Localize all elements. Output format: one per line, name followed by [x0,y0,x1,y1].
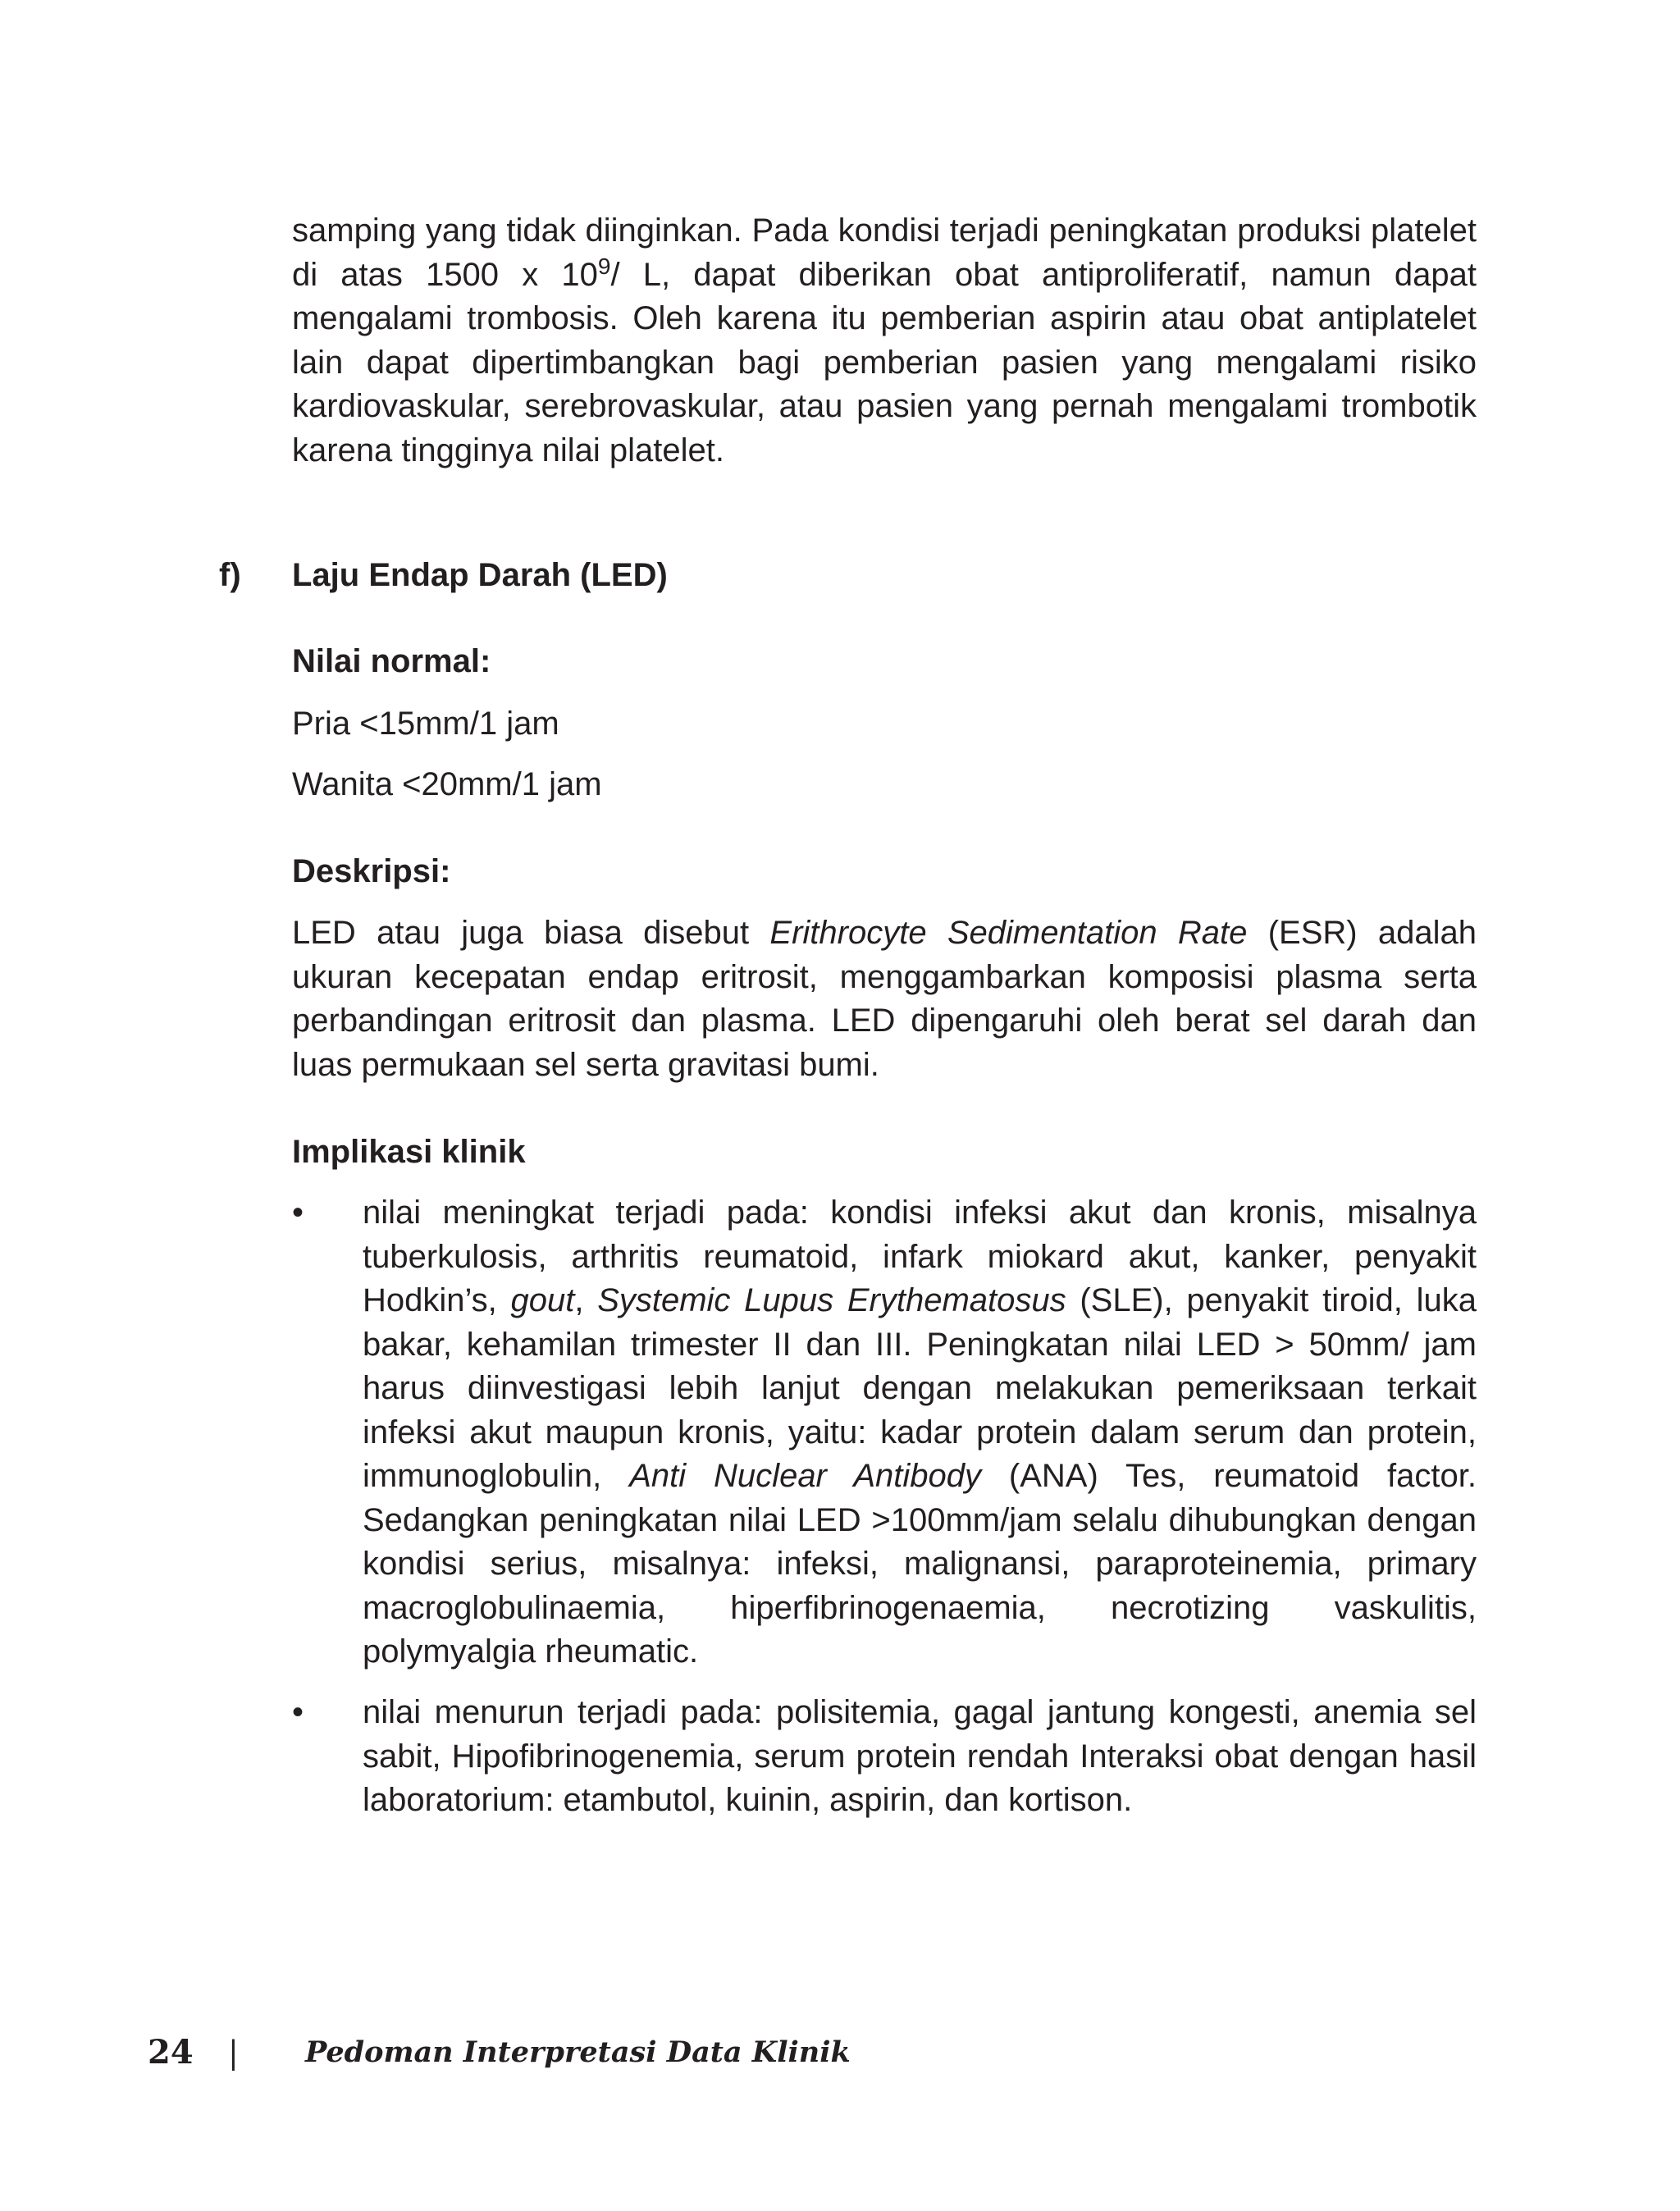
bullet1-text-2: , [574,1282,598,1318]
description-paragraph [292,911,1477,1087]
bullet1-text-4: (ANA) Tes, reumatoid factor. Sedangkan peningkatan nilai LED >100mm/jam selalu dihubungkan dengan kondisi serius, misalnya: infeksi, malignansi, paraproteinemia, primary macroglobulinaemia, hiperfibrinogenaemia, necrotizing vaskulitis, polymyalgia rheumatic. [363,1458,1477,1670]
bullet-marker: • [292,1195,304,1231]
intro-text-part1: samping yang tidak diinginkan. Pada kondisi terjadi peningkatan produksi platelet di atas 1500 x 10 [292,212,1477,293]
section-title: Laju Endap Darah (LED) [292,557,668,593]
normal-values-heading: Nilai normal: [292,643,491,679]
description-text-part1: LED atau juga biasa disebut [292,915,770,951]
intro-superscript: 9 [597,253,611,279]
description-italic-term: Erithrocyte Sedimentation Rate [769,915,1248,951]
section-label: f) [219,557,241,593]
normal-value-male: Pria <15mm/1 jam [292,706,559,742]
normal-value-female: Wanita <20mm/1 jam [292,766,602,802]
bullet1-italic-3: Anti Nuclear Antibody [629,1458,981,1494]
footer-book-title: Pedoman Interpretasi Data Klinik [305,2035,851,2069]
bullet1-italic-2: Systemic Lupus Erythematosus [597,1282,1066,1318]
bullet-marker: • [292,1694,304,1730]
intro-paragraph [292,209,1477,473]
bullet1-text-3: (SLE), penyakit tiroid, luka bakar, kehamilan trimester II dan III. Peningkatan nilai LED > 50mm/ jam harus diinvestigasi lebih lanjut dengan melakukan pemeriksaan terkait infeksi akut maupun kronis, yaitu: kadar protein dalam serum dan protein, immunoglobulin, [363,1282,1477,1494]
bullet1-italic-1: gout [510,1282,575,1318]
description-text-part2: (ESR) adalah ukuran kecepatan endap eritrosit, menggambarkan komposisi plasma serta perbandingan eritrosit dan plasma. LED dipengaruhi oleh berat sel darah dan luas permukaan sel serta gravitasi bumi. [292,915,1477,1083]
bullet-item-decrease: nilai menurun terjadi pada: polisitemia, gagal jantung kongesti, anemia sel sabit, Hipofibrinogenemia, serum protein rendah Interaksi obat dengan hasil laboratorium: etambutol, kuinin, aspirin, dan kortison. [363,1694,1477,1818]
intro-text-part2: / L, dapat diberikan obat antiproliferatif, namun dapat mengalami trombosis. Oleh karena itu pemberian aspirin atau obat antiplatelet lain dapat dipertimbangkan bagi pemberian pasien yang mengalami risiko kardiovaskular, serebrovaskular, atau pasien yang pernah mengalami trombotik karena tingginya nilai platelet. [292,256,1477,468]
footer-separator: | [228,2035,239,2071]
implication-heading: Implikasi klinik [292,1134,526,1170]
bullet1-text-1: nilai meningkat terjadi pada: kondisi infeksi akut dan kronis, misalnya tuberkulosis, arthritis reumatoid, infark miokard akut, kanker, penyakit Hodkin’s, [363,1195,1477,1318]
bullet-item-increase [363,1191,1477,1674]
description-heading: Deskripsi: [292,853,451,889]
page-number: 24 [148,2033,194,2072]
